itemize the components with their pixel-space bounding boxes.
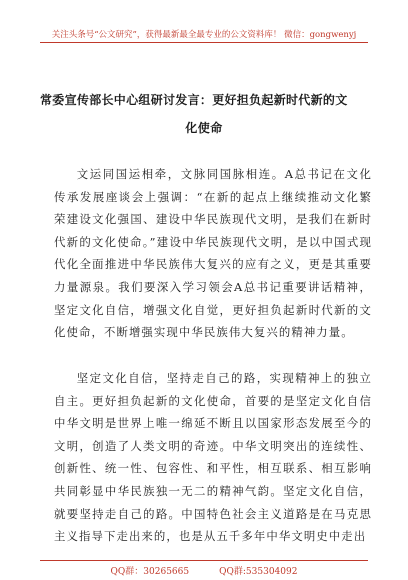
footer-qq-group-2: QQ群:535304092: [219, 567, 298, 577]
footer-contacts: [0, 564, 408, 577]
paragraph-1: 文运同国运相牵，文脉同国脉相连。A总书记在文化传承发展座谈会上强调：“在新的起点上继续推动文化繁荣建设文化强国、建设中华民族现代文明，是我们在新时代新的文化使命。”建设中华民族现代文明，是以中国式现代化全面推进中华民族伟大复兴的应有之义，更是其重要力量源泉。我们要深入学习领会A总书记重要讲话精神，坚定文化自信，增强文化自觉，更好担负起新时代新的文化使命，不断增强实现中华民族伟大复兴的精神力量。: [54, 167, 372, 340]
footer-divider: [40, 560, 368, 561]
paragraph-2: 坚定文化自信，坚持走自己的路，实现精神上的独立自主。更好担负起新的文化使命，首要的是坚定文化自信中华文明是世界上唯一绵延不断且以国家形态发展至今的文明，创造了人类文明的奇迹。中华文明突出的连续性、创新性、统一性、包容性、和平性，相互联系、相互影响共同彰显中华民族独一无二的精神气韵。坚定文化自信，就要坚持走自己的路。中国特色社会主义道路是在马克思主义指导下走出来的，也是从五千多年中华文明史中走出: [54, 371, 372, 544]
header-banner: 关注头条号“公文研究”，获得最新最全最专业的公文资料库！ 微信：gongwenyj: [51, 30, 357, 40]
footer-qq-group-1: QQ群：30265665: [110, 567, 190, 577]
document-title-continued: 化使命: [185, 121, 223, 135]
document-title: 常委宣传部长中心组研讨发言：更好担负起新时代新的文: [40, 93, 348, 107]
header-divider: [40, 42, 368, 43]
